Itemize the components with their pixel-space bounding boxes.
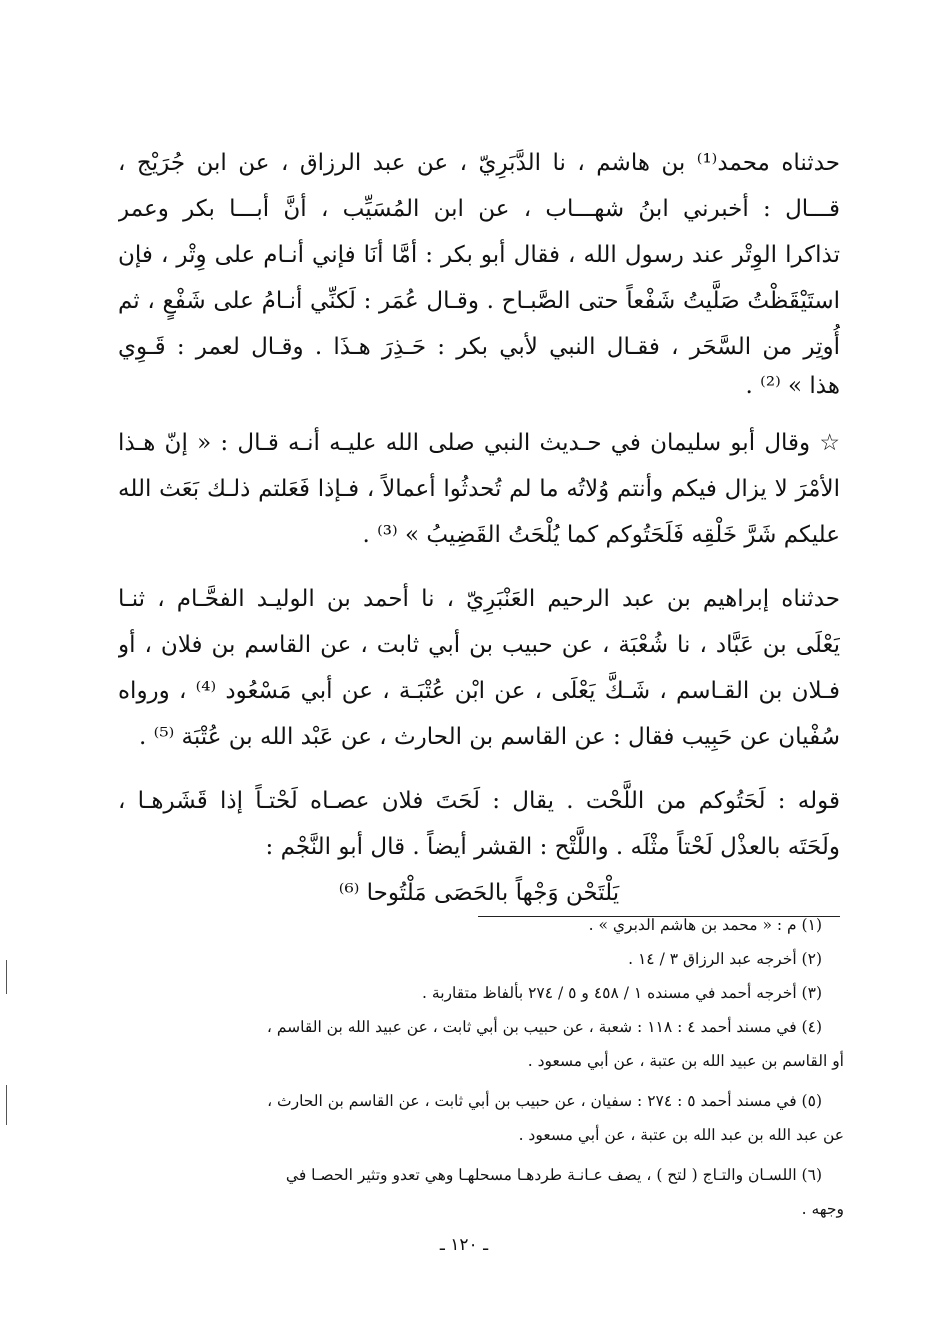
text-line: فـلان بن القـاسم ، شَـكَّ يَعْلَى ، عن ابْن عُتْبَـة ، عن أبي مَسْعُود ⁽⁴⁾ ، ورواه — [118, 678, 840, 704]
paragraph-1 — [118, 140, 840, 402]
text-line: حدثناه محمد⁽¹⁾ بن هاشم ، نا الدَّبَرِيّ ، عن عبد الرزاق ، عن ابن جُرَيْج ، — [118, 150, 840, 176]
page-number: ـ ١٢٠ ـ — [439, 1235, 489, 1255]
text-line: تذاكرا الوِتْر عند رسول الله ، فقال أبو بكر : أمَّا أنَا فإني أنـام على وِتْر ، فإن — [118, 242, 840, 268]
text-line: أُوتِر من السَّحَر ، فقـال النبي لأبي بكر : حَـذِرَ هـذَا . وقـال لعمر : قَـوِي — [118, 334, 840, 360]
main-text — [118, 140, 840, 916]
footnote-4-continued: أو القاسم بن عبيد الله بن عتبة ، عن أبي مسعود . — [527, 1052, 844, 1070]
footnote-4: (٤) في مسند أحمد ٤ : ١١٨ : شعبة ، عن حبيب بن أبي ثابت ، عن عبيد الله بن القاسم ، — [266, 1018, 822, 1036]
text-line: سُفْيان عن حَبِيب فقال : عن القاسم بن الحارث ، عن عَبْد الله بن عُتْبَة ⁽⁵⁾ . — [139, 724, 840, 750]
footnote-5-continued: عن عبد الله بن عبد الله بن عتبة ، عن أبي مسعود . — [518, 1126, 844, 1144]
text-line: يَعْلَى بن عَبَّاد ، نا شُعْبَة ، عن حبيب بن أبي ثابت ، عن القاسم بن فلان ، أو — [118, 632, 840, 658]
footnote-6-continued: وجهه . — [801, 1200, 844, 1218]
footnote-3: (٣) أخرجه أحمد في مسنده ١ / ٤٥٨ و ٥ / ٢٧٤ بألفاظ متقاربة . — [422, 984, 822, 1002]
paragraph-3 — [118, 576, 840, 760]
scan-edge-mark — [6, 1085, 7, 1125]
footnote-1: (١) م : « محمد بن هاشم الدبري » . — [588, 916, 822, 934]
text-line: قوله : لَحَتُوكم من اللَّحْت . يقال : لَحَتَ فلان عصـاه لَحْتـاً إذا قَشَرهـا ، — [118, 788, 840, 814]
text-line: استَيْقَظْتُ صَلَّيتُ شَفْعاً حتى الصَّبـاح . وقـال عُمَر : لَكنِّي أنـامُ على شَفْعٍ ، ثم — [118, 288, 840, 314]
text-line: ☆ وقال أبو سليمان في حـديث النبي صلى الله عليـه أنـه قـال : « إنّ هـذا — [118, 430, 840, 456]
footnote-6: (٦) اللسـان والتـاج ( لتح ) ، يصف عـانـة طردهـا مسحلهـا وهي تعدو وتثير الحصـا في — [285, 1166, 822, 1184]
text-line: هذا » ⁽²⁾ . — [745, 373, 840, 399]
verse-line: يَلْتَحْن وَجْهاً بالحَصَى مَلْتُوحا ⁽⁶⁾ — [338, 880, 620, 906]
scan-edge-mark — [6, 960, 7, 994]
footnotes — [118, 908, 844, 1226]
footnote-2: (٢) أخرجه عبد الرزاق ٣ / ١٤ . — [628, 950, 822, 968]
paragraph-2 — [118, 420, 840, 558]
text-line: ولَحَتَه بالعذْل لَحْتاً مثْلَه . واللَّتْح : القشر أيضاً . قال أبو النَّجْم : — [265, 834, 840, 860]
footnote-5: (٥) في مسند أحمد ٥ : ٢٧٤ : سفيان ، عن حبيب بن أبي ثابت ، عن القاسم بن الحارث ، — [267, 1092, 822, 1110]
text-line: الأمْرَ لا يزال فيكم وأنتم وُلاتُه ما لم تُحدثُوا أعمالاً ، فـإذا فَعَلتم ذلـك بَعَث الله — [118, 476, 840, 502]
paragraph-4 — [118, 778, 840, 870]
text-line: عليكم شَرَّ خَلْقِه فَلَحَتُوكم كما يُلْحَتُ القَضِيبُ » ⁽³⁾ . — [362, 522, 840, 548]
text-line: قـــال : أخبرني ابنُ شهـــاب ، عن ابن المُسَيِّب ، أنَّ أبـــا بكر وعمر — [118, 196, 840, 222]
text-line: حدثناه إبراهيم بن عبد الرحيم العَنْبَرِيّ ، نا أحمد بن الوليـد الفحَّـام ، ثنـا — [118, 586, 840, 612]
